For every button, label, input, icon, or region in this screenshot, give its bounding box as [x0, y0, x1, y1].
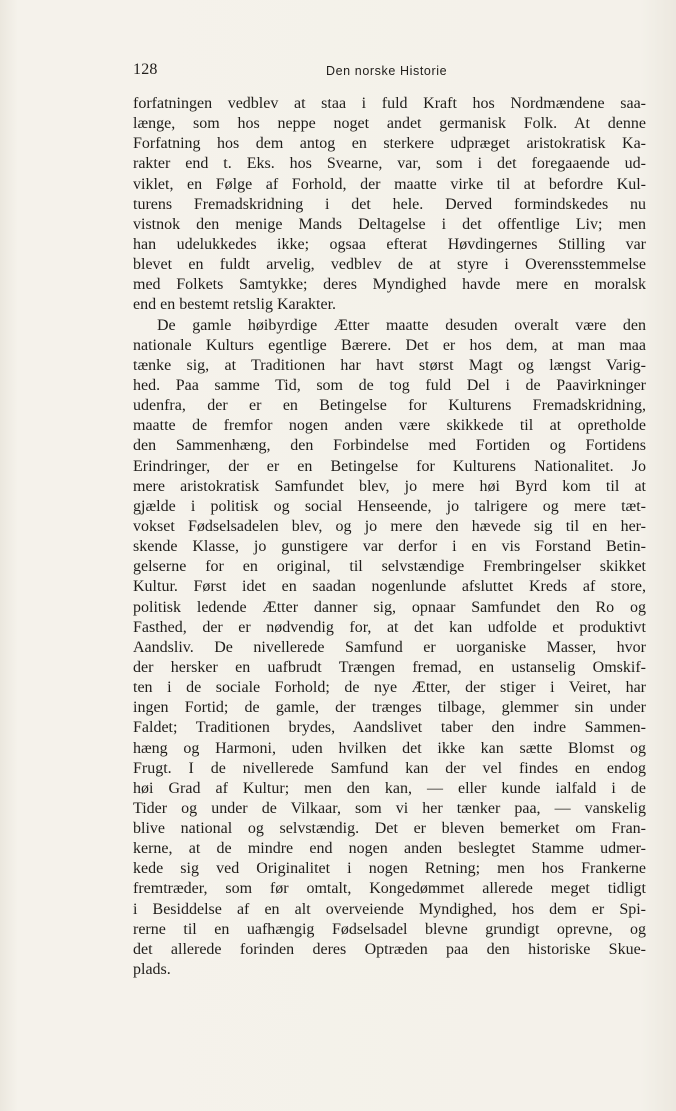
page-header: [133, 61, 646, 81]
text-line: blevet en fuldt arvelig, vedblev de at styre i Overensstemmelse: [133, 256, 646, 274]
text-line: Aandsliv. De nivellerede Samfund er uorganiske Masser, hvor: [133, 638, 646, 656]
text-line: Faldet; Traditionen brydes, Aandslivet taber den indre Sammen-: [133, 719, 646, 737]
text-line: turens Fremadskridning i det hele. Derved formindskedes nu: [133, 195, 646, 213]
text-line: skende Klasse, jo gunstigere var derfor i en vis Forstand Betin-: [133, 538, 646, 556]
text-line: nationale Kulturs egentlige Bærere. Det er hos dem, at man maa: [133, 336, 646, 354]
text-line: ten i de sociale Forhold; de nye Ætter, der stiger i Veiret, har: [133, 679, 646, 697]
text-line: mere aristokratisk Samfundet blev, jo mere høi Byrd kom til at: [133, 477, 646, 495]
text-line: rakter end t. Eks. hos Svearne, var, som i det foregaaende ud-: [133, 155, 646, 173]
text-line: end en bestemt retslig Karakter.: [133, 296, 337, 314]
text-line: Forfatning hos dem antog en sterkere udpræget aristokratisk Ka-: [133, 135, 646, 153]
text-line: hæng og Harmoni, uden hvilken det ikke kan sætte Blomst og: [133, 739, 646, 757]
text-line: vokset Fødselsadelen blev, og jo mere den hævede sig til en her-: [133, 517, 646, 535]
text-line: den Sammenhæng, den Forbindelse med Fortiden og Fortidens: [133, 437, 646, 455]
text-line: kede sig ved Originalitet i nogen Retning; men hos Frankerne: [133, 860, 646, 878]
text-line: udenfra, der er en Betingelse for Kulturens Fremadskridning,: [133, 397, 646, 415]
text-line: Kultur. Først idet en saadan nogenlunde afsluttet Kreds af store,: [133, 578, 646, 596]
text-line: politisk ledende Ætter danner sig, opnaar Samfundet den Ro og: [133, 598, 646, 616]
text-line: han udelukkedes ikke; ogsaa efterat Høvdingernes Stilling var: [133, 235, 646, 253]
text-line: Tider og under de Vilkaar, som vi her tænker paa, — vanskelig: [133, 799, 646, 817]
text-line: blive national og selvstændig. Det er bleven bemerket om Fran-: [133, 820, 646, 838]
text-line: gjælde i politisk og social Henseende, jo talrigere og mere tæt-: [133, 497, 646, 515]
text-line: det allerede forinden deres Optræden paa den historiske Skue-: [133, 940, 646, 958]
text-line: med Folkets Samtykke; deres Myndighed havde mere en moralsk: [133, 276, 646, 294]
text-line: kerne, at de mindre end nogen anden beslegtet Stamme udmer-: [133, 840, 646, 858]
text-line: vistnok den menige Mands Deltagelse i det offentlige Liv; men: [133, 215, 646, 233]
text-line: plads.: [133, 961, 171, 979]
text-line: De gamle høibyrdige Ætter maatte desuden overalt være den: [157, 316, 646, 334]
text-line: fremtræder, som før omtalt, Kongedømmet allerede meget tidligt: [133, 880, 646, 898]
text-line: forfatningen vedblev at staa i fuld Kraft hos Nordmændene saa-: [133, 95, 646, 112]
page-number: 128: [133, 61, 158, 78]
text-line: maatte de fremfor nogen anden være skikkede til at opretholde: [133, 417, 646, 435]
paragraph: [133, 316, 646, 981]
text-line: gelserne for en original, til selvstændige Frembringelser skikket: [133, 558, 646, 576]
text-line: i Besiddelse af en alt overveiende Myndighed, hos dem er Spi-: [133, 900, 646, 918]
running-title: Den norske Historie: [326, 64, 448, 78]
text-line: der hersker en uafbrudt Trængen fremad, en ustanselig Omskif-: [133, 658, 646, 676]
text-line: hed. Paa samme Tid, som de tog fuld Del i de Paavirkninger: [133, 376, 646, 394]
text-line: høi Grad af Kultur; men den kan, — eller kunde ialfald i de: [133, 779, 646, 797]
text-line: rerne til en uafhængig Fødselsadel blevne grundigt oprevne, og: [133, 920, 646, 938]
text-line: Frugt. I de nivellerede Samfund kan der vel findes en endog: [133, 759, 646, 777]
body-text: [133, 94, 646, 980]
text-line: viklet, en Følge af Forhold, der maatte virke til at befordre Kul-: [133, 175, 646, 193]
text-line: længe, som hos neppe noget andet germanisk Folk. At denne: [133, 115, 646, 133]
text-line: tænke sig, at Traditionen har havt størst Magt og længst Varig-: [133, 356, 646, 374]
text-line: Fasthed, der er nødvendig for, at det kan udfolde et produktivt: [133, 618, 646, 636]
text-line: ingen Fortid; de gamle, der trænges tilbage, glemmer sin under: [133, 699, 646, 717]
text-line: Erindringer, der er en Betingelse for Kulturens Nationalitet. Jo: [133, 457, 646, 475]
paragraph: [133, 94, 646, 316]
